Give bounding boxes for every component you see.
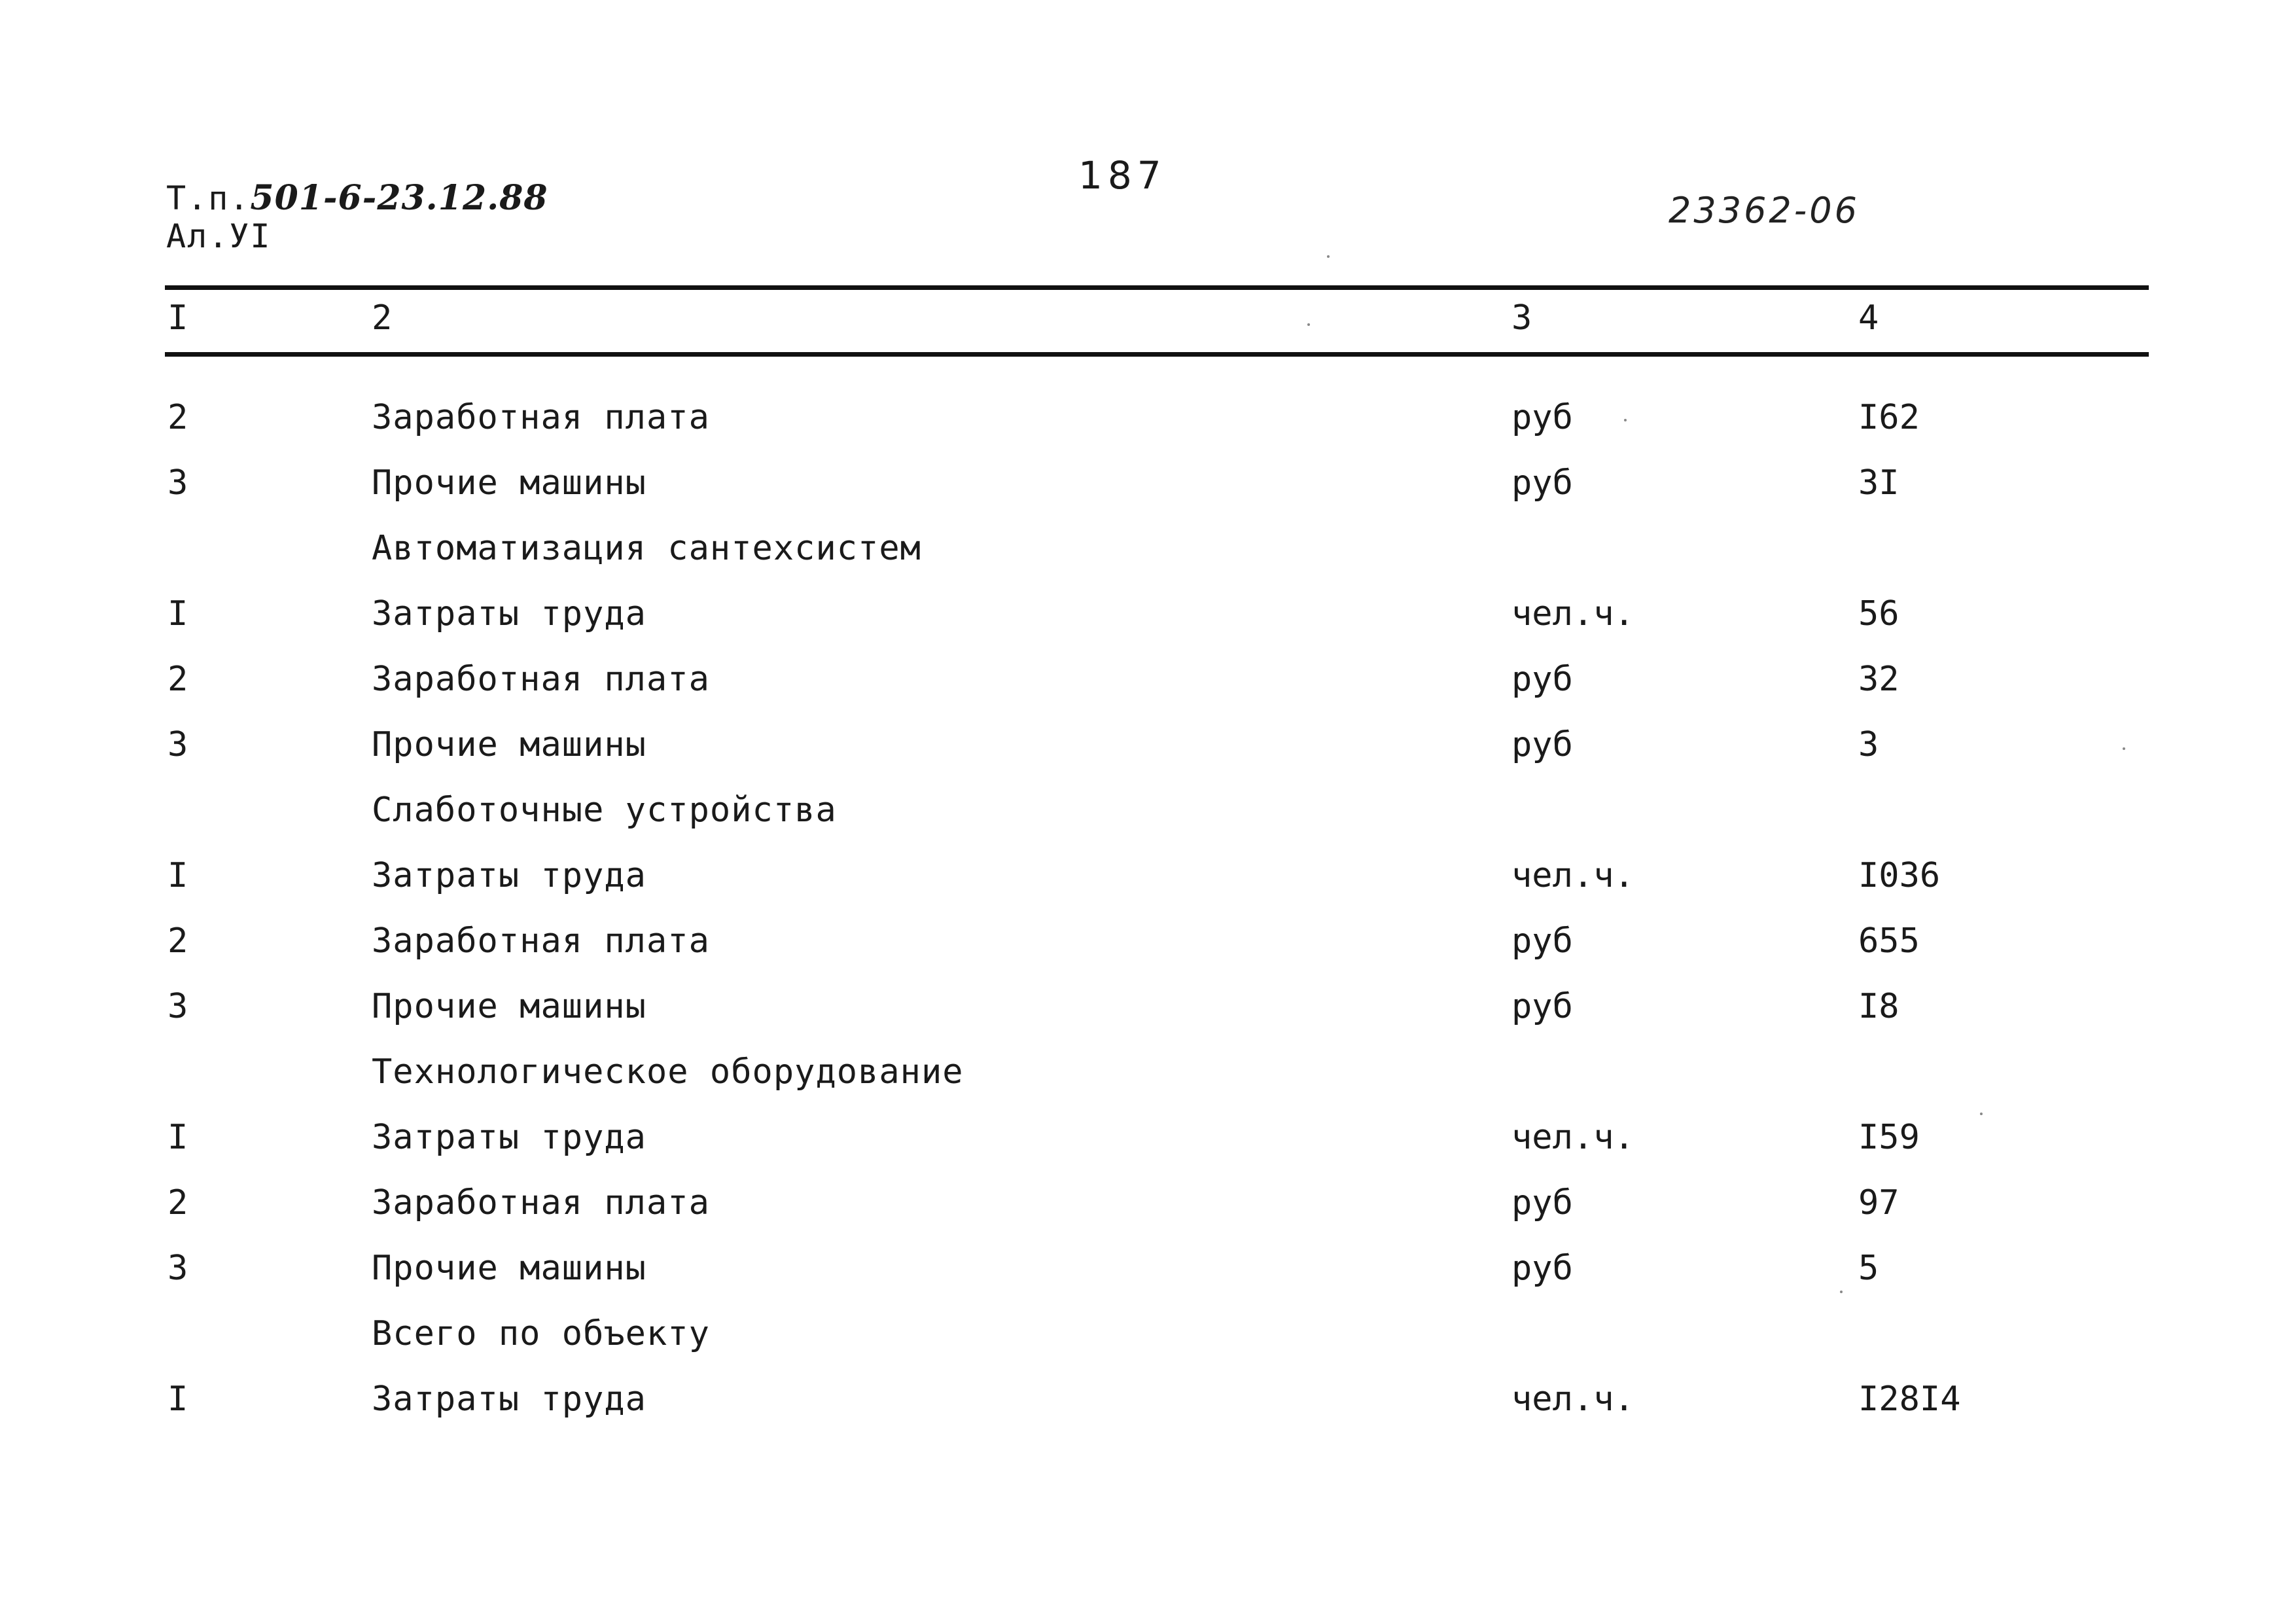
row-value: 3I — [1858, 463, 1899, 503]
row-value: I8 — [1858, 987, 1899, 1026]
row-name: Затраты труда — [372, 1118, 646, 1157]
row-number: 2 — [168, 921, 188, 961]
row-number: 3 — [168, 1249, 188, 1288]
scan-speck — [2123, 747, 2125, 750]
row-number: 2 — [168, 398, 188, 437]
row-name: Заработная плата — [372, 660, 710, 699]
row-name: Прочие машины — [372, 463, 646, 503]
row-unit: чел.ч. — [1511, 1118, 1634, 1157]
row-number: 2 — [168, 1183, 188, 1222]
row-unit: руб — [1511, 660, 1573, 699]
document-number: 23362-06 — [1669, 190, 1860, 231]
row-number: 3 — [168, 463, 188, 503]
row-unit: чел.ч. — [1511, 594, 1634, 633]
row-name: Прочие машины — [372, 725, 646, 764]
row-name: Затраты труда — [372, 594, 646, 633]
section-heading: Технологическое оборудование — [372, 1052, 964, 1092]
row-value: 5 — [1858, 1249, 1879, 1288]
row-value: 655 — [1858, 921, 1920, 961]
scan-speck — [1840, 1291, 1843, 1293]
section-heading: Автоматизация сантехсистем — [372, 529, 921, 568]
row-name: Заработная плата — [372, 921, 710, 961]
row-value: I28I4 — [1858, 1380, 1961, 1419]
row-value: I62 — [1858, 398, 1920, 437]
row-name: Прочие машины — [372, 1249, 646, 1288]
scan-speck — [1980, 1113, 1983, 1115]
row-unit: руб — [1511, 1249, 1573, 1288]
page-number: 187 — [1078, 153, 1167, 198]
scan-speck — [1307, 323, 1310, 326]
scan-speck — [1327, 255, 1330, 258]
row-unit: чел.ч. — [1511, 856, 1634, 895]
row-number: 2 — [168, 660, 188, 699]
row-name: Затраты труда — [372, 1380, 646, 1419]
row-unit: руб — [1511, 398, 1573, 437]
column-number-1: I — [168, 298, 188, 338]
table-header-bottom-rule — [165, 352, 2149, 357]
row-value: I59 — [1858, 1118, 1920, 1157]
row-value: I036 — [1858, 856, 1941, 895]
column-number-3: 3 — [1511, 298, 1532, 338]
row-name: Заработная плата — [372, 398, 710, 437]
row-number: I — [168, 1380, 188, 1419]
table-top-rule — [165, 285, 2149, 290]
project-reference — [166, 178, 548, 218]
scan-speck — [1624, 419, 1627, 421]
row-unit: руб — [1511, 725, 1573, 764]
row-name: Затраты труда — [372, 856, 646, 895]
row-value: 97 — [1858, 1183, 1899, 1222]
row-number: 3 — [168, 987, 188, 1026]
row-value: 32 — [1858, 660, 1899, 699]
project-reference-prefix: Т.п. — [166, 179, 251, 217]
column-number-2: 2 — [372, 298, 393, 338]
row-number: I — [168, 856, 188, 895]
row-value: 3 — [1858, 725, 1879, 764]
row-number: I — [168, 1118, 188, 1157]
project-reference-handwritten: 501-6-23.12.88 — [250, 178, 548, 218]
sheet-label: Ал.УI — [166, 217, 272, 255]
row-unit: чел.ч. — [1511, 1380, 1634, 1419]
row-unit: руб — [1511, 463, 1573, 503]
row-name: Прочие машины — [372, 987, 646, 1026]
section-heading: Слаботочные устройства — [372, 791, 837, 830]
section-heading: Всего по объекту — [372, 1314, 710, 1353]
row-unit: руб — [1511, 1183, 1573, 1222]
row-number: 3 — [168, 725, 188, 764]
row-name: Заработная плата — [372, 1183, 710, 1222]
row-unit: руб — [1511, 987, 1573, 1026]
row-value: 56 — [1858, 594, 1899, 633]
column-number-4: 4 — [1858, 298, 1879, 338]
row-unit: руб — [1511, 921, 1573, 961]
row-number: I — [168, 594, 188, 633]
